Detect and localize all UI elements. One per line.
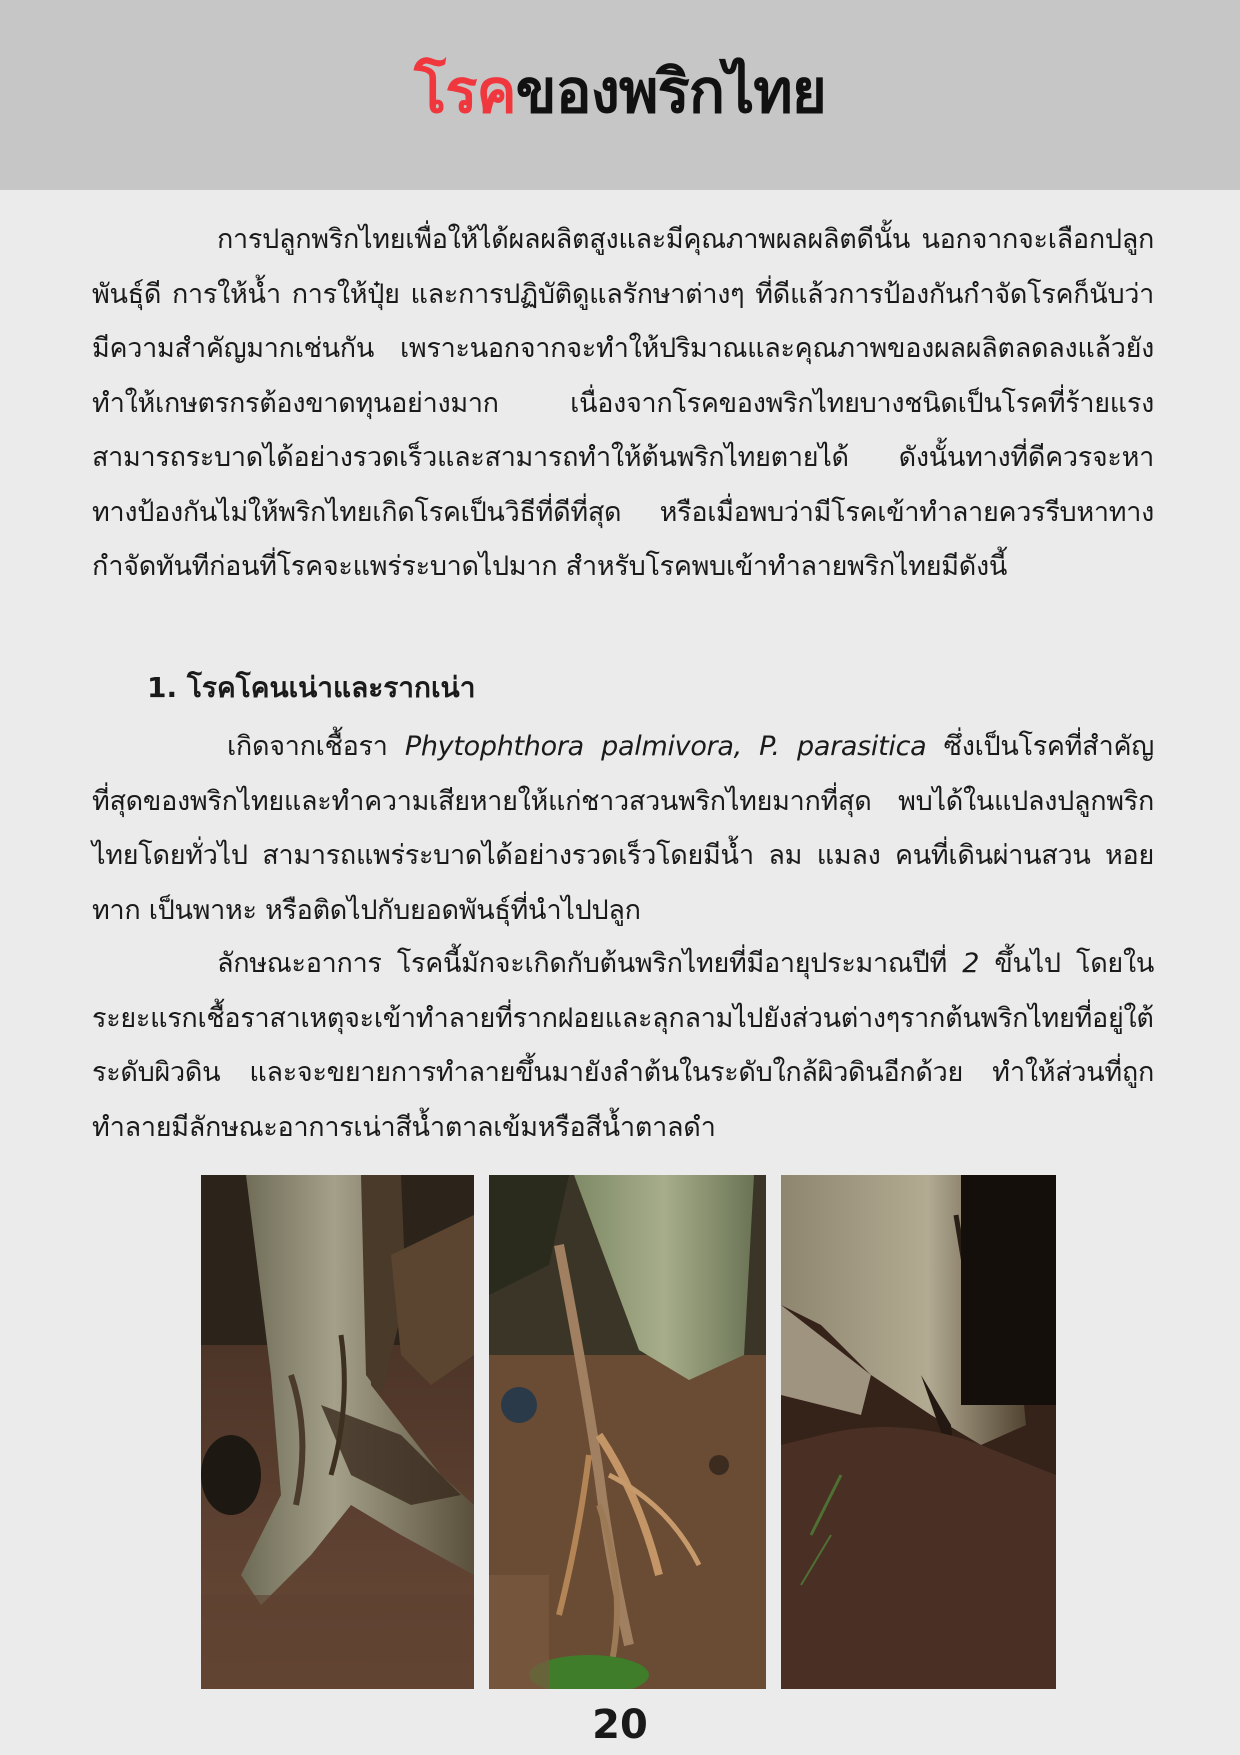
photo-stem-rot bbox=[201, 1175, 474, 1689]
page-number: 20 bbox=[592, 1702, 648, 1748]
photo-collar-rot bbox=[781, 1175, 1056, 1689]
symptoms-prefix: ลักษณะอาการ โรคนี้มักจะเกิดกับต้นพริกไทยที่มีอายุประมาณปีที่ bbox=[217, 948, 947, 979]
photo-root-rot bbox=[489, 1175, 766, 1689]
symptoms-paragraph bbox=[92, 937, 1154, 1155]
symptoms-year: 2 bbox=[962, 948, 980, 979]
title-accent: โรค bbox=[414, 57, 516, 127]
page-title bbox=[0, 52, 1240, 132]
cause-text: ซึ่งเป็นโรคที่สำคัญที่สุดของพริกไทยและทำความเสียหายให้แก่ชาวสวนพริกไทยมากที่สุด พบได้ในแปลงปลูกพริกไทยโดยทั่วไป สามารถแพร่ระบาดได้อย่างรวดเร็วโดยมีน้ำ ลม แมลง คนที่เดินผ่านสวน หอยทาก เป็นพาหะ หรือติดไปกับยอดพันธุ์ที่นำไปปลูก bbox=[92, 731, 1154, 926]
section-heading: 1. โรคโคนเน่าและรากเน่า bbox=[147, 671, 476, 704]
symptoms-text: ขึ้นไป โดยในระยะแรกเชื้อราสาเหตุจะเข้าทำลายที่รากฝอยและลุกลามไปยังส่วนต่างๆรากต้นพริกไทยที่อยู่ใต้ระดับผิวดิน และจะขยายการทำลายขึ้นมายังลำต้นในระดับใกล้ผิวดินอีกด้วย ทำให้ส่วนที่ถูกทำลายมีลักษณะอาการเน่าสีน้ำตาลเข้มหรือสีน้ำตาลดำ bbox=[92, 948, 1154, 1143]
title-rest: ของพริกไทย bbox=[515, 57, 826, 127]
cause-prefix: เกิดจากเชื้อรา bbox=[227, 731, 388, 762]
pathogen-species: Phytophthora palmivora, P. parasitica bbox=[404, 731, 927, 762]
cause-paragraph bbox=[92, 720, 1154, 938]
intro-paragraph: การปลูกพริกไทยเพื่อให้ได้ผลผลิตสูงและมีคุณภาพผลผลิตดีนั้น นอกจากจะเลือกปลูกพันธุ์ดี การให้น้ำ การให้ปุ๋ย และการปฏิบัติดูแลรักษาต่างๆ ที่ดีแล้วการป้องกันกำจัดโรคก็นับว่ามีความสำคัญมากเช่นกัน เพราะนอกจากจะทำให้ปริมาณและคุณภาพของผลผลิตลดลงแล้วยังทำให้เกษตรกรต้องขาดทุนอย่างมาก เนื่องจากโรคของพริกไทยบางชนิดเป็นโรคที่ร้ายแรงสามารถระบาดได้อย่างรวดเร็วและสามารถทำให้ต้นพริกไทยตายได้ ดังนั้นทางที่ดีควรจะหาทางป้องกันไม่ให้พริกไทยเกิดโรคเป็นวิธีที่ดีที่สุด หรือเมื่อพบว่ามีโรคเข้าทำลายควรรีบหาทางกำจัดทันทีก่อนที่โรคจะแพร่ระบาดไปมาก สำหรับโรคพบเข้าทำลายพริกไทยมีดังนี้ bbox=[92, 224, 1154, 582]
